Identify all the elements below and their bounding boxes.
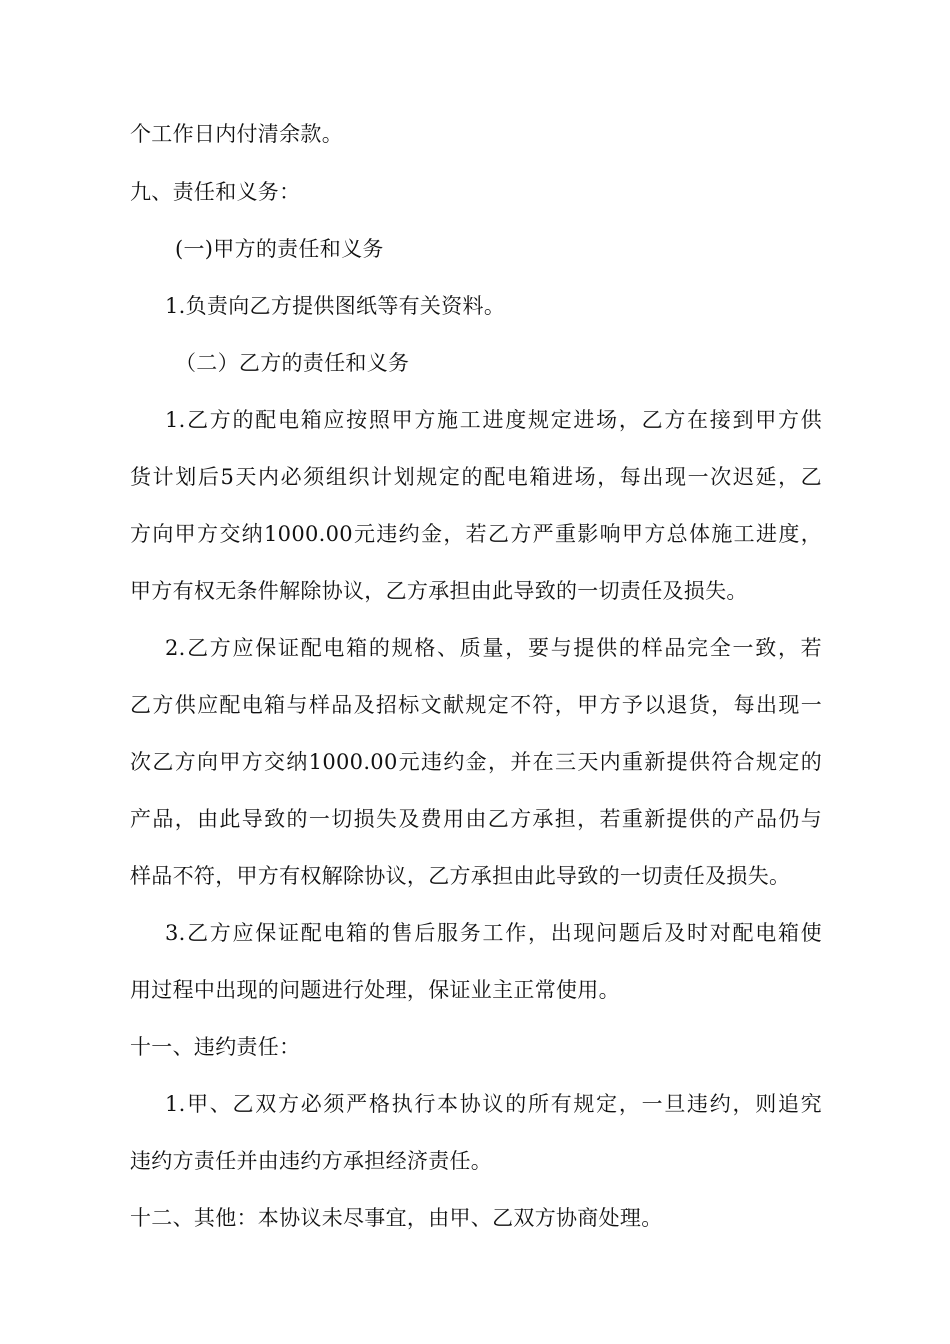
paragraph-line: 2.乙方应保证配电箱的规格、质量，要与提供的样品完全一致，若 — [165, 636, 822, 660]
paragraph-line: 个工作日内付清余款。 — [130, 122, 343, 146]
section-heading-12: 十二、其他：本协议未尽事宜，由甲、乙双方协商处理。 — [130, 1206, 663, 1230]
paragraph-line: 3.乙方应保证配电箱的售后服务工作，出现问题后及时对配电箱使 — [165, 921, 822, 945]
section-heading-9: 九、责任和义务： — [130, 180, 301, 204]
paragraph-line: 产品，由此导致的一切损失及费用由乙方承担，若重新提供的产品仍与 — [130, 807, 822, 831]
paragraph-line: 次乙方向甲方交纳1000.00元违约金，并在三天内重新提供符合规定的 — [130, 750, 822, 774]
paragraph-line: 货计划后5天内必须组织计划规定的配电箱进场，每出现一次迟延，乙 — [130, 465, 822, 489]
paragraph-line: 1.甲、乙双方必须严格执行本协议的所有规定，一旦违约，则追究 — [165, 1092, 822, 1116]
paragraph-line: 1.乙方的配电箱应按照甲方施工进度规定进场，乙方在接到甲方供 — [165, 408, 822, 432]
paragraph-line: 用过程中出现的问题进行处理，保证业主正常使用。 — [130, 978, 620, 1002]
section-heading-11: 十一、违约责任： — [130, 1035, 301, 1059]
paragraph-line: 乙方供应配电箱与样品及招标文献规定不符，甲方予以退货，每出现一 — [130, 693, 822, 717]
paragraph-line: 甲方有权无条件解除协议，乙方承担由此导致的一切责任及损失。 — [130, 579, 748, 603]
subsection-heading-party-a: (一)甲方的责任和义务 — [175, 237, 384, 261]
paragraph-line: 1.负责向乙方提供图纸等有关资料。 — [165, 294, 506, 318]
paragraph-line: 样品不符，甲方有权解除协议，乙方承担由此导致的一切责任及损失。 — [130, 864, 791, 888]
paragraph-line: 方向甲方交纳1000.00元违约金，若乙方严重影响甲方总体施工进度， — [130, 522, 822, 546]
subsection-heading-party-b: （二）乙方的责任和义务 — [175, 351, 410, 375]
paragraph-line: 违约方责任并由违约方承担经济责任。 — [130, 1149, 493, 1173]
